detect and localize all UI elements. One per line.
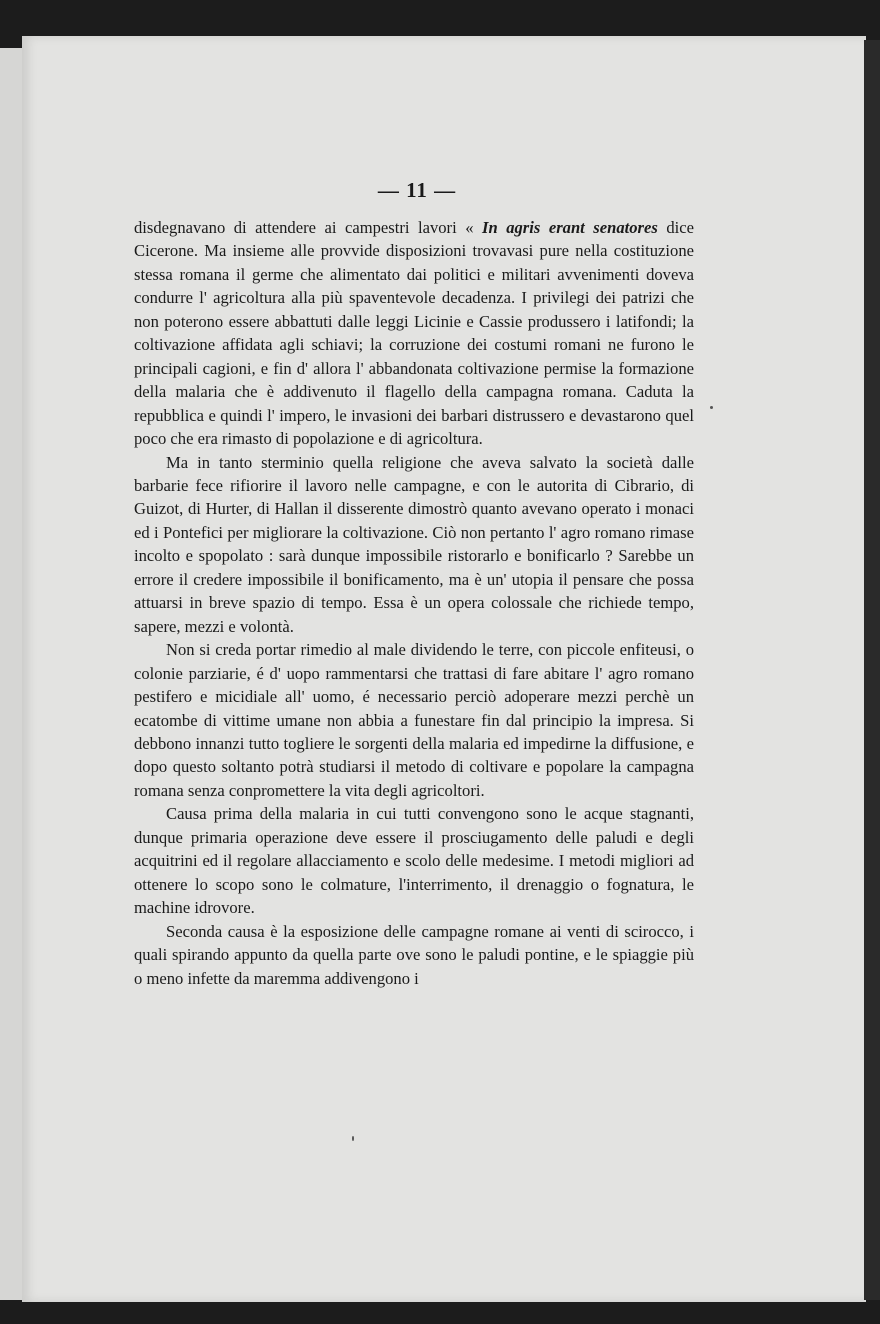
paragraph-4: Causa prima della malaria in cui tutti convengono sono le acque stagnanti, dunque primaria operazione deve essere il prosciugamento delle paludi e degli acquitrini ed il regolare allacciamento e scolo delle medesime. I metodi migliori ad ottenere lo scopo sono le colmature, l'interrimento, il drenaggio o fognatura, le machine idrovore. [134,804,694,918]
scan-speck [710,406,713,409]
body-text [134,216,694,990]
right-scan-border [864,40,880,1300]
paragraph-1-rest: dice Cicerone. Ma insieme alle provvide disposizioni trovavasi pure nella costituzione stessa romana il germe che alimentato dai politici e militari avvenimenti doveva condurre l' agricoltura alla più spaventevole decadenza. I privilegi dei patrizi che non poterono essere abbattuti dalle leggi Licinie e Cassie produssero i latifondi; la coltivazione affidata agli schiavi; la corruzione dei costumi romani ne furono le principali cagioni, e fin d' allora l' abbandonata coltivazione permise la formazione della malaria che è addivenuto il flagello della campagna romana. Caduta la repubblica e quindi l' impero, le invasioni dei barbari distrussero e devastarono quel poco che era rimasto di popolazione e di agricoltura. [134,218,694,449]
latin-quote: In agris erant senatores [482,218,658,237]
paragraph-1-lead: disdegnavano di attendere ai campestri lavori « [134,218,482,237]
paragraph-3: Non si creda portar rimedio al male dividendo le terre, con piccole enfiteusi, o colonie parziarie, é d' uopo rammentarsi che trattasi di fare abitare l' agro romano pestifero e micidiale all' uomo, é necessario perciò adoperare mezzi perchè un ecatombe di vittime umane non abbia a funestare fin dal principio la impresa. Si debbono innanzi tutto togliere le sorgenti della malaria ed impedirne la diffusione, e dopo questo soltanto potrà studiarsi il metodo di coltivare e popolare la campagna romana senza conpromettere la vita degli agricoltori. [134,640,694,800]
paragraph-1 [134,216,694,451]
paragraph-2: Ma in tanto sterminio quella religione che aveva salvato la società dalle barbarie fece rifiorire il lavoro nelle campagne, e con le autorita di Cibrario, di Guizot, di Hurter, di Hallan il disserente dimostrò quanto avevano operato i monaci ed i Pontefici per migliorare la coltivazione. Ciò non pertanto l' agro romano rimase incolto e spopolato : sarà dunque impossibile ristorarlo e bonificarlo ? Sarebbe un errore il credere impossibile il bonificamento, ma è un' utopia il pensare che possa attuarsi in breve spazio di tempo. Essa è un opera colossale che richiede tempo, sapere, mezzi e volontà. [134,452,694,636]
page-number: — 11 — [377,178,457,202]
paragraph-5: Seconda causa è la esposizione delle campagne romane ai venti di scirocco, i quali spirando appunto da quella parte ove sono le paludi pontine, e le spiaggie più o meno infette da maremma addivengono i [134,921,694,988]
scan-speck [352,1136,354,1141]
book-page [22,36,866,1302]
